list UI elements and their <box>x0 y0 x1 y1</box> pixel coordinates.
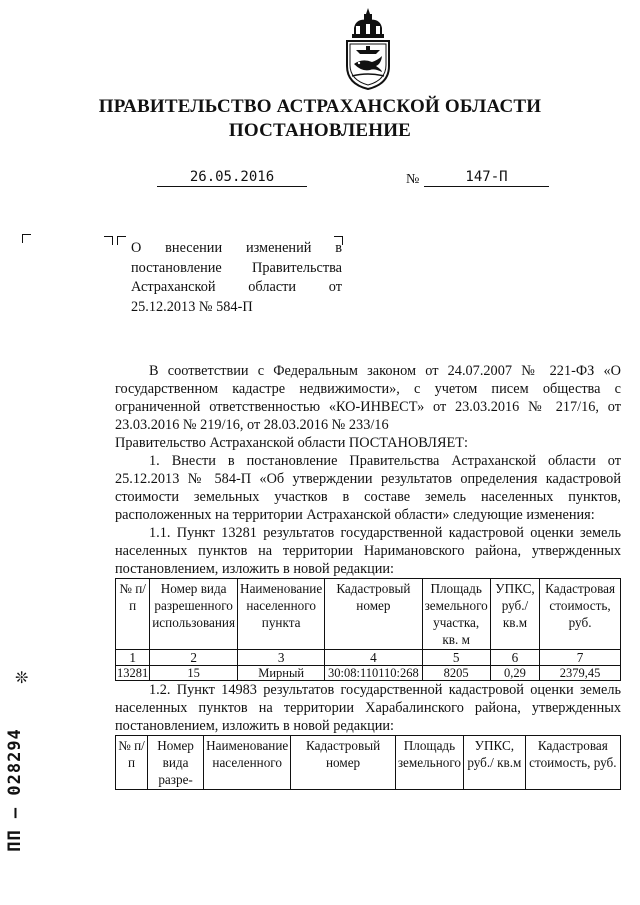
subject-corner-mark-left <box>104 236 113 245</box>
index-cell: 1 <box>116 650 150 666</box>
header-cell: УПКС, руб./ кв.м <box>464 736 526 790</box>
item-1-paragraph: 1. Внести в постановление Правительства Астраханской области от 25.12.2013 № 584-П «Об утверждении результатов определения кадастровой стоимости земельных участков в составе земель населенных пунктов, расположенных на территории Астраханской области» следующие изменения: <box>115 453 621 523</box>
data-cell: 8205 <box>422 666 490 681</box>
table-item-1-1 <box>115 578 621 681</box>
index-cell: 2 <box>150 650 238 666</box>
data-cell: 15 <box>150 666 238 681</box>
table-header-row <box>116 736 621 790</box>
header-cell: Кадастровый номер <box>291 736 396 790</box>
margin-corner-mark <box>22 234 31 243</box>
index-cell: 4 <box>325 650 422 666</box>
organization-title: ПРАВИТЕЛЬСТВО АСТРАХАНСКОЙ ОБЛАСТИ <box>98 96 542 117</box>
header-cell: Площадь земельного <box>395 736 463 790</box>
data-cell: 30:08:110110:268 <box>325 666 422 681</box>
document-number: 147-П <box>424 169 549 187</box>
header-cell: Номер вида разрешенного использования <box>150 579 238 650</box>
header-cell: Кадастровая стоимость, руб. <box>540 579 621 650</box>
table-header-row <box>116 579 621 650</box>
data-cell: 2379,45 <box>540 666 621 681</box>
header-cell: № п/п <box>116 579 150 650</box>
serial-number-text: ПП – 028294 <box>5 728 25 852</box>
subject-corner-mark-left-inner <box>117 236 126 245</box>
header-cell: № п/п <box>116 736 148 790</box>
header-cell: Наименование населенного <box>204 736 291 790</box>
index-cell: 6 <box>490 650 539 666</box>
header-cell: Площадь земельного участка, кв. м <box>422 579 490 650</box>
serial-number-vertical <box>4 690 26 890</box>
data-cell: 0,29 <box>490 666 539 681</box>
table-row <box>116 666 621 681</box>
column-index-row <box>116 650 621 666</box>
number-sign: № <box>406 172 420 187</box>
data-cell: Мирный <box>238 666 325 681</box>
document-date: 26.05.2016 <box>157 169 307 187</box>
coat-of-arms-emblem <box>342 8 394 90</box>
document-subject: О внесении изменений в постановление Правительства Астраханской области от 25.12.2013 № 584-П <box>131 240 342 315</box>
document-type-title: ПОСТАНОВЛЕНИЕ <box>228 120 412 141</box>
resolution-line: Правительство Астраханской области ПОСТАНОВЛЯЕТ: <box>115 435 468 451</box>
index-cell: 3 <box>238 650 325 666</box>
table-item-1-2 <box>115 735 621 790</box>
preamble-paragraph: В соответствии с Федеральным законом от 24.07.2007 № 221-ФЗ «О государственном кадастре недвижимости», с учетом писем общества с ограниченной ответственностью «КО-ИНВЕСТ» от 23.03.2016 № 217/16, от 23.03.2016 № 219/16, от 28.03.2016 № 233/16 <box>115 363 621 433</box>
header-cell: Номер вида разре- <box>148 736 204 790</box>
header-cell: Кадастровая стоимость, руб. <box>525 736 620 790</box>
item-1-1-paragraph: 1.1. Пункт 13281 результатов государственной кадастровой оценки земель населенных пунктов на территории Наримановского района, утвержденных постановлением, изложить в новой редакции: <box>115 525 621 577</box>
header-cell: УПКС, руб./ кв.м <box>490 579 539 650</box>
index-cell: 5 <box>422 650 490 666</box>
data-cell: 13281 <box>117 666 149 680</box>
document-body <box>115 362 621 790</box>
item-1-2-paragraph: 1.2. Пункт 14983 результатов государственной кадастровой оценки земель населенных пунктов на территории Харабалинского района, утвержденных постановлением, изложить в новой редакции: <box>115 682 621 734</box>
header-cell: Наименование населенного пункта <box>238 579 325 650</box>
index-cell: 7 <box>540 650 621 666</box>
header-cell: Кадастровый номер <box>325 579 422 650</box>
side-mark-icon: ❊ <box>15 670 29 687</box>
